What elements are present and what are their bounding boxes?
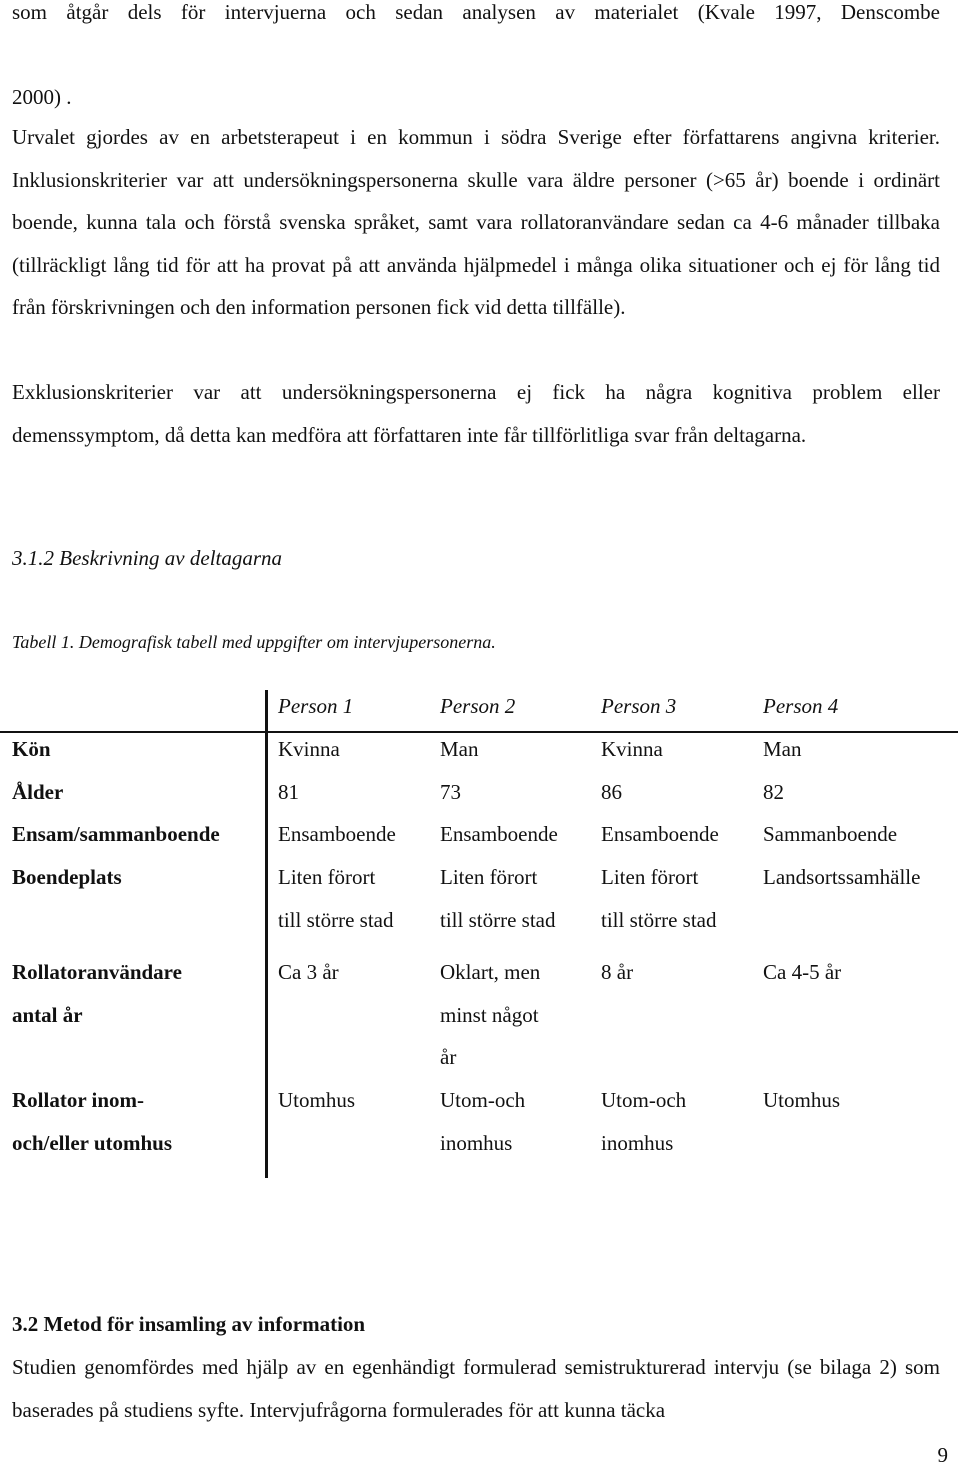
- table-cell: Utomhus: [763, 1088, 841, 1112]
- table-cell: Ensamboende: [440, 822, 558, 846]
- table-cell: Liten förort: [278, 865, 376, 889]
- row-label: och/eller utomhus: [12, 1130, 173, 1155]
- table-cell: minst något: [440, 1002, 539, 1027]
- table-cell: Kvinna: [278, 737, 340, 761]
- table-cell: Oklart, men: [440, 960, 541, 984]
- table-cell: Liten förort: [601, 865, 699, 889]
- table-cell: inomhus: [601, 1130, 674, 1155]
- page-number: 9: [937, 1443, 948, 1467]
- table-cell: Utomhus: [278, 1088, 356, 1112]
- row-label: antal år: [12, 1002, 83, 1027]
- table-cell: till större stad: [440, 907, 556, 932]
- table-caption: Tabell 1. Demografisk tabell med uppgifter om intervjupersonerna.: [12, 632, 496, 652]
- table-cell: till större stad: [278, 907, 394, 932]
- table-cell: Ca 4-5 år: [763, 960, 842, 984]
- table-cell: Kvinna: [601, 737, 663, 761]
- table-cell: Man: [763, 737, 802, 761]
- table-cell: 82: [763, 780, 784, 804]
- paragraph-metod: Studien genomfördes med hjälp av en egenhändigt formulerad semistrukturerad intervju (se bilaga 2) som baserades på studiens syfte. Intervjufrågorna formulerades för att kunna täcka: [12, 1355, 940, 1422]
- table-cell: 8 år: [601, 960, 634, 984]
- table-cell: 73: [440, 780, 461, 804]
- demographic-table: [12, 685, 958, 1185]
- row-label: Ålder: [12, 780, 64, 804]
- table-cell: inomhus: [440, 1130, 513, 1155]
- table-cell: Liten förort: [440, 865, 538, 889]
- column-header-person-3: Person 3: [601, 694, 677, 718]
- paragraph-intro-line1: som åtgår dels för intervjuerna och sedan analysen av materialet (Kvale 1997, Denscombe: [12, 0, 940, 24]
- table-cell: till större stad: [601, 907, 717, 932]
- table-vertical-rule: [265, 690, 268, 1178]
- table-cell: Sammanboende: [763, 822, 898, 846]
- table-cell: 81: [278, 780, 299, 804]
- column-header-person-1: Person 1: [278, 694, 354, 718]
- table-cell: Ca 3 år: [278, 960, 339, 984]
- paragraph-intro-line2: 2000) .: [12, 85, 72, 109]
- table-header-rule: [0, 731, 958, 733]
- column-header-person-2: Person 2: [440, 694, 516, 718]
- table-cell: Landsortssamhälle: [763, 865, 921, 889]
- table-cell: år: [440, 1045, 457, 1069]
- paragraph-exklusion: Exklusionskriterier var att undersökningspersonerna ej fick ha några kognitiva problem eller demenssymptom, då detta kan medföra att författaren inte får tillförlitliga svar från deltagarna.: [12, 380, 940, 447]
- table-cell: Ensamboende: [601, 822, 719, 846]
- table-cell: 86: [601, 780, 622, 804]
- row-label: Rollator inom-: [12, 1088, 145, 1112]
- row-label: Rollatoranvändare: [12, 960, 182, 984]
- row-label: Kön: [12, 737, 51, 761]
- table-cell: Ensamboende: [278, 822, 396, 846]
- table-cell: Man: [440, 737, 479, 761]
- paragraph-urval: Urvalet gjordes av en arbetsterapeut i en kommun i södra Sverige efter författarens angivna kriterier. Inklusionskriterier var att undersökningspersonerna skulle vara äldre personer (>65 år) boende i ordinärt boende, kunna tala och förstå svenska språket, samt vara rollatoranvändare sedan ca 4-6 månader tillbaka (tillräckligt lång tid för att ha provat på att använda hjälpmedel i många olika situationer och ej för lång tid från förskrivningen och den information personen fick vid detta tillfälle).: [12, 125, 940, 319]
- column-header-person-4: Person 4: [763, 694, 839, 718]
- row-label: Ensam/sammanboende: [12, 822, 220, 846]
- row-label: Boendeplats: [12, 865, 122, 889]
- paragraph-intro: [12, 0, 940, 119]
- table-cell: Utom-och: [601, 1088, 687, 1112]
- table-cell: Utom-och: [440, 1088, 526, 1112]
- section-heading-312: 3.1.2 Beskrivning av deltagarna: [12, 546, 283, 570]
- section-heading-32: 3.2 Metod för insamling av information: [12, 1312, 366, 1336]
